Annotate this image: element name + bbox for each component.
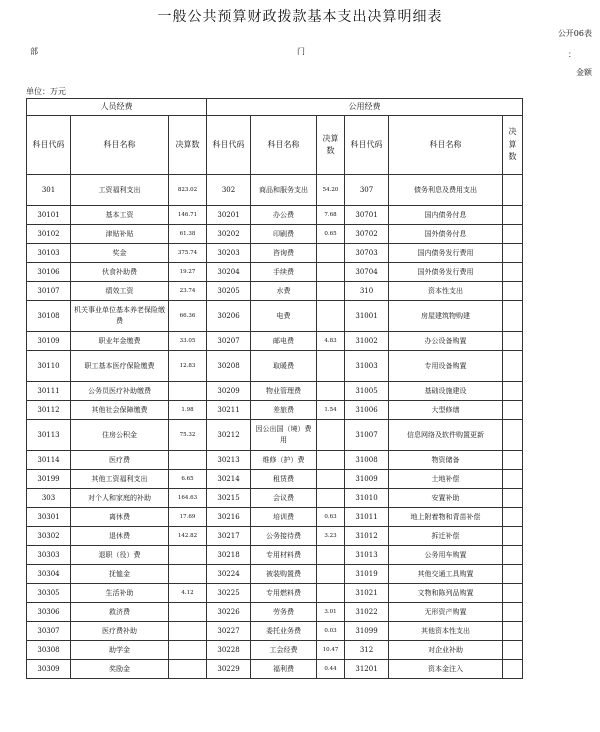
table-cell-g-code: 30229 xyxy=(207,660,251,679)
table-cell-g-amt xyxy=(317,263,345,282)
table-cell-g-name: 电费 xyxy=(251,301,317,332)
table-cell-g-name: 工会经费 xyxy=(251,641,317,660)
table-cell-p-code: 30107 xyxy=(27,282,71,301)
table-cell-g-code: 30204 xyxy=(207,263,251,282)
table-cell-p-amt: 33.05 xyxy=(169,332,207,351)
table-cell-g-name: 手续费 xyxy=(251,263,317,282)
table-cell-g-amt: 1.54 xyxy=(317,401,345,420)
table-cell-g-amt xyxy=(317,451,345,470)
table-cell-p-name: 生活补助 xyxy=(71,584,169,603)
table-cell-g-name: 会议费 xyxy=(251,489,317,508)
table-cell-p-name: 助学金 xyxy=(71,641,169,660)
table-cell-c-code: 31022 xyxy=(345,603,389,622)
table-row xyxy=(27,584,523,603)
table-cell-g-code: 30201 xyxy=(207,206,251,225)
table-row xyxy=(27,603,523,622)
page-title: 一般公共预算财政拨款基本支出决算明细表 xyxy=(157,9,443,25)
table-cell-c-amt xyxy=(503,206,523,225)
table-cell-c-amt xyxy=(503,282,523,301)
table-cell-p-amt xyxy=(169,546,207,565)
table-cell-p-code: 30111 xyxy=(27,382,71,401)
table-cell-g-name: 咨询费 xyxy=(251,244,317,263)
table-cell-c-amt xyxy=(503,508,523,527)
unit-label: 单位：万元 xyxy=(26,87,66,96)
table-cell-c-name: 资本性支出 xyxy=(389,282,503,301)
table-cell-p-amt: 23.74 xyxy=(169,282,207,301)
table-cell-g-amt xyxy=(317,546,345,565)
table-cell-g-name: 水费 xyxy=(251,282,317,301)
table-cell-c-amt xyxy=(503,244,523,263)
table-cell-c-code: 31003 xyxy=(345,351,389,382)
colon-separator: ： xyxy=(568,50,576,59)
table-cell-p-name: 退休费 xyxy=(71,527,169,546)
table-cell-g-amt xyxy=(317,382,345,401)
table-cell-g-amt: 3.23 xyxy=(317,527,345,546)
table-cell-c-amt xyxy=(503,451,523,470)
table-cell-p-name: 绩效工资 xyxy=(71,282,169,301)
table-cell-g-code: 30207 xyxy=(207,332,251,351)
table-cell-g-code: 30203 xyxy=(207,244,251,263)
table-cell-p-name: 机关事业单位基本养老保险缴费 xyxy=(71,301,169,332)
table-cell-g-code: 30213 xyxy=(207,451,251,470)
table-cell-g-amt: 0.44 xyxy=(317,660,345,679)
table-cell-g-amt: 10.47 xyxy=(317,641,345,660)
table-cell-p-amt: 1.98 xyxy=(169,401,207,420)
table-cell-p-amt xyxy=(169,641,207,660)
column-header: 科目名称 xyxy=(71,116,169,175)
table-cell-g-code: 30212 xyxy=(207,420,251,451)
table-cell-p-code: 30110 xyxy=(27,351,71,382)
table-cell-c-amt xyxy=(503,584,523,603)
table-cell-g-code: 30228 xyxy=(207,641,251,660)
table-cell-g-code: 30227 xyxy=(207,622,251,641)
table-cell-c-name: 土地补偿 xyxy=(389,470,503,489)
table-row xyxy=(27,263,523,282)
table-cell-g-name: 劳务费 xyxy=(251,603,317,622)
table-cell-c-code: 30704 xyxy=(345,263,389,282)
table-cell-g-code: 30205 xyxy=(207,282,251,301)
table-cell-c-code: 312 xyxy=(345,641,389,660)
table-row xyxy=(27,332,523,351)
table-cell-c-amt xyxy=(503,332,523,351)
table-cell-g-name: 取暖费 xyxy=(251,351,317,382)
table-cell-p-name: 对个人和家庭的补助 xyxy=(71,489,169,508)
table-cell-c-name: 国外债务付息 xyxy=(389,225,503,244)
table-cell-p-amt: 4.12 xyxy=(169,584,207,603)
table-cell-p-name: 医疗费补助 xyxy=(71,622,169,641)
table-cell-c-code: 31201 xyxy=(345,660,389,679)
table-cell-c-name: 国外债务发行费用 xyxy=(389,263,503,282)
table-cell-g-amt xyxy=(317,420,345,451)
table-cell-g-amt xyxy=(317,244,345,263)
table-cell-p-code: 30302 xyxy=(27,527,71,546)
table-cell-p-code: 30301 xyxy=(27,508,71,527)
table-cell-c-code: 31009 xyxy=(345,470,389,489)
table-cell-c-code: 31013 xyxy=(345,546,389,565)
table-cell-g-code: 30202 xyxy=(207,225,251,244)
table-cell-p-name: 工资福利支出 xyxy=(71,175,169,206)
table-cell-c-amt xyxy=(503,175,523,206)
table-cell-g-amt: 54.20 xyxy=(317,175,345,206)
table-cell-c-name: 债务利息及费用支出 xyxy=(389,175,503,206)
table-cell-p-name: 奖励金 xyxy=(71,660,169,679)
group-header-personnel: 人员经费 xyxy=(27,99,207,116)
table-cell-g-amt xyxy=(317,470,345,489)
table-cell-c-name: 无形资产购置 xyxy=(389,603,503,622)
table-cell-g-code: 302 xyxy=(207,175,251,206)
table-cell-p-amt: 164.63 xyxy=(169,489,207,508)
table-cell-c-name: 其他资本性支出 xyxy=(389,622,503,641)
table-cell-g-name: 福利费 xyxy=(251,660,317,679)
table-cell-c-amt xyxy=(503,225,523,244)
department-label-suffix: 门 xyxy=(297,47,305,56)
table-cell-g-name: 培训费 xyxy=(251,508,317,527)
table-cell-c-name: 国内债务发行费用 xyxy=(389,244,503,263)
table-cell-p-amt xyxy=(169,660,207,679)
table-cell-g-amt xyxy=(317,584,345,603)
table-cell-c-amt xyxy=(503,527,523,546)
table-cell-c-name: 公务用车购置 xyxy=(389,546,503,565)
table-cell-p-name: 伙食补助费 xyxy=(71,263,169,282)
table-cell-p-amt: 375.74 xyxy=(169,244,207,263)
table-cell-g-amt: 4.83 xyxy=(317,332,345,351)
table-cell-p-amt xyxy=(169,382,207,401)
table-cell-g-code: 30224 xyxy=(207,565,251,584)
table-cell-c-name: 基础设施建设 xyxy=(389,382,503,401)
table-cell-p-name: 职工基本医疗保险缴费 xyxy=(71,351,169,382)
table-cell-p-code: 303 xyxy=(27,489,71,508)
table-cell-c-amt xyxy=(503,470,523,489)
table-cell-p-code: 30304 xyxy=(27,565,71,584)
table-cell-c-name: 信息网络及软件购置更新 xyxy=(389,420,503,451)
table-cell-p-name: 退职（役）费 xyxy=(71,546,169,565)
table-cell-g-code: 30225 xyxy=(207,584,251,603)
table-cell-p-code: 30305 xyxy=(27,584,71,603)
table-cell-p-amt xyxy=(169,451,207,470)
column-header: 决算数 xyxy=(317,116,345,175)
table-cell-c-code: 31007 xyxy=(345,420,389,451)
table-cell-c-code: 31005 xyxy=(345,382,389,401)
table-cell-g-name: 专用材料费 xyxy=(251,546,317,565)
amount-label: 金额 xyxy=(576,68,592,77)
table-cell-c-amt xyxy=(503,603,523,622)
table-cell-c-amt xyxy=(503,546,523,565)
table-cell-p-name: 津贴补贴 xyxy=(71,225,169,244)
table-row xyxy=(27,546,523,565)
table-row xyxy=(27,565,523,584)
table-cell-c-name: 物资储备 xyxy=(389,451,503,470)
table-cell-p-code: 30307 xyxy=(27,622,71,641)
table-cell-c-code: 30702 xyxy=(345,225,389,244)
table-cell-c-name: 专用设备购置 xyxy=(389,351,503,382)
table-cell-c-amt xyxy=(503,641,523,660)
table-cell-p-amt: 12.83 xyxy=(169,351,207,382)
table-cell-p-name: 职业年金缴费 xyxy=(71,332,169,351)
table-cell-c-amt xyxy=(503,263,523,282)
table-row xyxy=(27,175,523,206)
table-cell-p-name: 救济费 xyxy=(71,603,169,622)
table-cell-c-code: 31021 xyxy=(345,584,389,603)
table-cell-c-code: 31001 xyxy=(345,301,389,332)
table-cell-c-name: 办公设备购置 xyxy=(389,332,503,351)
table-cell-g-name: 租赁费 xyxy=(251,470,317,489)
table-cell-g-code: 30216 xyxy=(207,508,251,527)
column-header: 决算数 xyxy=(169,116,207,175)
table-cell-c-amt xyxy=(503,401,523,420)
table-cell-c-name: 房屋建筑物购建 xyxy=(389,301,503,332)
table-cell-c-name: 拆迁补偿 xyxy=(389,527,503,546)
table-cell-g-code: 30211 xyxy=(207,401,251,420)
table-cell-c-code: 31006 xyxy=(345,401,389,420)
table-cell-p-code: 30112 xyxy=(27,401,71,420)
table-cell-c-name: 对企业补助 xyxy=(389,641,503,660)
table-cell-p-amt: 6.65 xyxy=(169,470,207,489)
table-cell-p-code: 30103 xyxy=(27,244,71,263)
table-cell-c-name: 安置补助 xyxy=(389,489,503,508)
table-cell-g-name: 物业管理费 xyxy=(251,382,317,401)
table-cell-g-amt: 0.03 xyxy=(317,622,345,641)
table-cell-p-code: 30113 xyxy=(27,420,71,451)
table-cell-g-amt xyxy=(317,565,345,584)
column-header: 科目代码 xyxy=(27,116,71,175)
column-header: 科目名称 xyxy=(251,116,317,175)
table-row xyxy=(27,301,523,332)
table-cell-g-code: 30217 xyxy=(207,527,251,546)
table-cell-g-code: 30218 xyxy=(207,546,251,565)
table-cell-p-code: 30101 xyxy=(27,206,71,225)
table-cell-g-name: 被装购置费 xyxy=(251,565,317,584)
table-cell-g-name: 办公费 xyxy=(251,206,317,225)
table-cell-p-code: 30308 xyxy=(27,641,71,660)
table-cell-p-code: 30309 xyxy=(27,660,71,679)
table-cell-c-amt xyxy=(503,351,523,382)
table-cell-g-amt xyxy=(317,489,345,508)
table-cell-p-amt: 75.32 xyxy=(169,420,207,451)
table-cell-p-name: 其他工资福利支出 xyxy=(71,470,169,489)
table-cell-c-code: 30703 xyxy=(345,244,389,263)
table-row xyxy=(27,489,523,508)
table-row xyxy=(27,244,523,263)
table-cell-c-name: 国内债务付息 xyxy=(389,206,503,225)
table-row xyxy=(27,622,523,641)
table-cell-g-amt: 0.63 xyxy=(317,508,345,527)
table-cell-g-name: 委托业务费 xyxy=(251,622,317,641)
table-cell-p-code: 30106 xyxy=(27,263,71,282)
table-row xyxy=(27,451,523,470)
table-cell-c-code: 31010 xyxy=(345,489,389,508)
table-cell-p-code: 30303 xyxy=(27,546,71,565)
table-cell-c-amt xyxy=(503,489,523,508)
table-cell-g-code: 30215 xyxy=(207,489,251,508)
table-cell-g-name: 邮电费 xyxy=(251,332,317,351)
table-cell-g-amt xyxy=(317,351,345,382)
table-cell-g-code: 30208 xyxy=(207,351,251,382)
table-cell-c-code: 310 xyxy=(345,282,389,301)
table-cell-g-code: 30214 xyxy=(207,470,251,489)
table-cell-p-amt: 142.82 xyxy=(169,527,207,546)
column-header-row xyxy=(27,116,523,175)
table-cell-g-amt: 0.65 xyxy=(317,225,345,244)
table-cell-g-amt xyxy=(317,301,345,332)
table-cell-p-amt: 66.36 xyxy=(169,301,207,332)
table-cell-p-amt: 61.38 xyxy=(169,225,207,244)
table-cell-p-code: 30102 xyxy=(27,225,71,244)
table-cell-g-name: 因公出国（境）费用 xyxy=(251,420,317,451)
table-cell-p-code: 301 xyxy=(27,175,71,206)
table-cell-p-code: 30114 xyxy=(27,451,71,470)
table-row xyxy=(27,206,523,225)
table-cell-p-amt: 19.27 xyxy=(169,263,207,282)
table-row xyxy=(27,351,523,382)
table-cell-p-amt: 146.71 xyxy=(169,206,207,225)
table-cell-c-amt xyxy=(503,660,523,679)
table-cell-p-name: 医疗费 xyxy=(71,451,169,470)
table-cell-g-amt: 3.01 xyxy=(317,603,345,622)
table-cell-g-name: 专用燃料费 xyxy=(251,584,317,603)
expenditure-table xyxy=(26,98,523,679)
table-cell-g-code: 30209 xyxy=(207,382,251,401)
table-cell-c-name: 文物和陈列品购置 xyxy=(389,584,503,603)
table-cell-g-code: 30206 xyxy=(207,301,251,332)
table-row xyxy=(27,508,523,527)
table-row xyxy=(27,420,523,451)
table-cell-c-code: 31099 xyxy=(345,622,389,641)
department-label: 部 xyxy=(30,47,38,56)
table-cell-c-name: 资本金注入 xyxy=(389,660,503,679)
table-cell-p-name: 公务员医疗补助缴费 xyxy=(71,382,169,401)
table-cell-g-code: 30226 xyxy=(207,603,251,622)
table-row xyxy=(27,527,523,546)
table-cell-g-name: 公务接待费 xyxy=(251,527,317,546)
table-cell-p-code: 30109 xyxy=(27,332,71,351)
table-cell-p-name: 其他社会保障缴费 xyxy=(71,401,169,420)
table-row xyxy=(27,470,523,489)
form-code: 公开06表 xyxy=(557,29,592,38)
group-header-public: 公用经费 xyxy=(207,99,523,116)
table-cell-p-amt: 823.02 xyxy=(169,175,207,206)
table-cell-p-name: 抚恤金 xyxy=(71,565,169,584)
table-cell-p-amt xyxy=(169,565,207,584)
table-cell-c-code: 31011 xyxy=(345,508,389,527)
column-header: 科目代码 xyxy=(345,116,389,175)
table-cell-p-amt xyxy=(169,622,207,641)
table-cell-p-code: 30108 xyxy=(27,301,71,332)
table-cell-g-name: 印刷费 xyxy=(251,225,317,244)
table-cell-p-name: 基本工资 xyxy=(71,206,169,225)
table-cell-c-amt xyxy=(503,622,523,641)
table-row xyxy=(27,225,523,244)
table-cell-g-name: 维修（护）费 xyxy=(251,451,317,470)
table-cell-c-code: 31012 xyxy=(345,527,389,546)
column-header: 决算数 xyxy=(503,116,523,175)
table-cell-p-code: 30199 xyxy=(27,470,71,489)
table-cell-p-amt: 17.69 xyxy=(169,508,207,527)
table-cell-c-code: 31002 xyxy=(345,332,389,351)
table-cell-c-name: 大型修缮 xyxy=(389,401,503,420)
table-cell-c-name: 地上附着物和青苗补偿 xyxy=(389,508,503,527)
table-cell-g-name: 差旅费 xyxy=(251,401,317,420)
table-cell-p-code: 30306 xyxy=(27,603,71,622)
table-row xyxy=(27,382,523,401)
table-cell-c-code: 30701 xyxy=(345,206,389,225)
column-header: 科目代码 xyxy=(207,116,251,175)
table-cell-c-amt xyxy=(503,565,523,584)
column-header: 科目名称 xyxy=(389,116,503,175)
table-cell-c-code: 31019 xyxy=(345,565,389,584)
table-row xyxy=(27,401,523,420)
table-cell-p-amt xyxy=(169,603,207,622)
table-cell-c-amt xyxy=(503,301,523,332)
table-row xyxy=(27,641,523,660)
table-row xyxy=(27,660,523,679)
group-header-row xyxy=(27,99,523,116)
table-cell-c-code: 307 xyxy=(345,175,389,206)
table-cell-g-amt xyxy=(317,282,345,301)
table-cell-c-name: 其他交通工具购置 xyxy=(389,565,503,584)
table-cell-c-code: 31008 xyxy=(345,451,389,470)
table-cell-p-name: 离休费 xyxy=(71,508,169,527)
table-row xyxy=(27,282,523,301)
table-cell-p-name: 住房公积金 xyxy=(71,420,169,451)
table-cell-c-amt xyxy=(503,420,523,451)
table-cell-p-name: 奖金 xyxy=(71,244,169,263)
table-cell-c-amt xyxy=(503,382,523,401)
table-cell-g-amt: 7.68 xyxy=(317,206,345,225)
table-cell-g-name: 商品和服务支出 xyxy=(251,175,317,206)
